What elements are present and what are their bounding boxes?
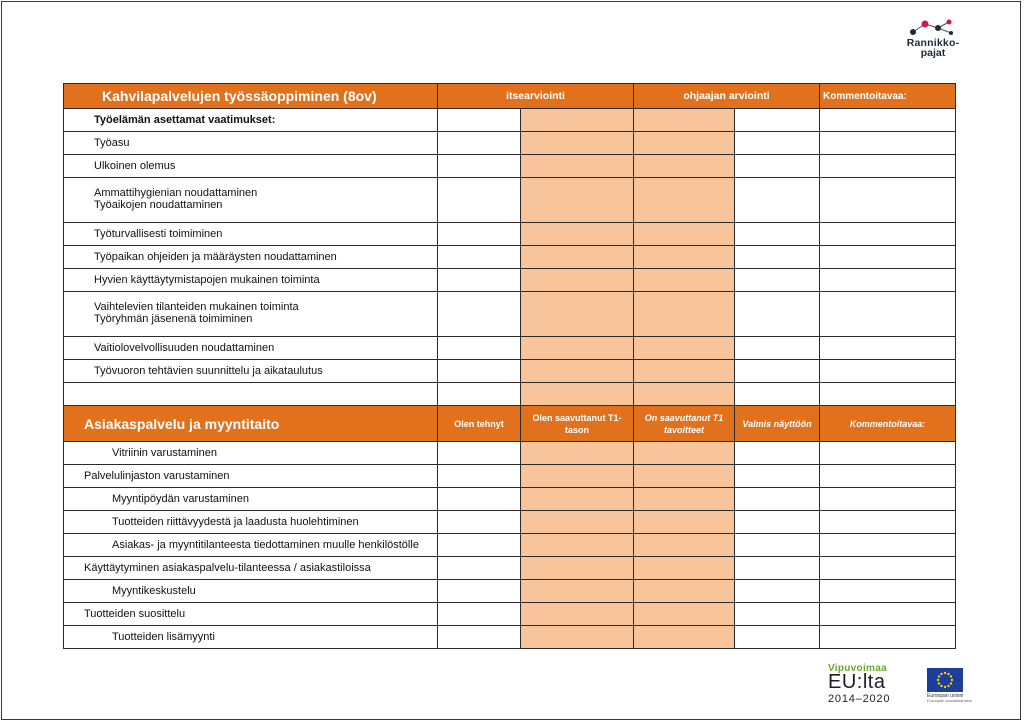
col-header-olen-saavuttanut: Olen saavuttanut T1-tason [521,406,634,442]
cell-input[interactable] [634,246,735,269]
eu-text-line2: Euroopan sosiaalirahasto [927,698,973,703]
comment-cell[interactable] [820,155,956,178]
cell-input[interactable] [735,442,820,465]
cell-input[interactable] [735,383,820,406]
cell-input[interactable] [521,603,634,626]
comment-cell[interactable] [820,246,956,269]
comment-cell[interactable] [820,580,956,603]
table1-title: Kahvilapalvelujen työssäoppiminen (8ov) [64,84,438,109]
cell-input[interactable] [735,603,820,626]
vipu-line1: Vipuvoimaa [828,663,887,674]
comment-cell[interactable] [820,292,956,337]
row-label: Ulkoinen olemus [64,155,438,178]
cell-input[interactable] [634,132,735,155]
row-label: Työpaikan ohjeiden ja määräysten noudattaminen [64,246,438,269]
cell-input[interactable] [521,109,634,132]
cell-input[interactable] [521,557,634,580]
cell-input[interactable] [438,626,521,649]
cell-input[interactable] [634,109,735,132]
comment-cell[interactable] [820,626,956,649]
table-row [64,155,956,178]
cell-input[interactable] [634,511,735,534]
cell-input[interactable] [735,465,820,488]
comment-cell[interactable] [820,534,956,557]
cell-input[interactable] [521,269,634,292]
row-label: Myyntipöydän varustaminen [64,488,438,511]
cell-input[interactable] [521,178,634,223]
cell-input[interactable] [634,534,735,557]
col-header-on-saavuttanut: On saavuttanut T1 tavoitteet [634,406,735,442]
row-label: Palvelulinjaston varustaminen [64,465,438,488]
table-row [64,534,956,557]
cell-input[interactable] [634,488,735,511]
cell-input[interactable] [735,155,820,178]
cell-input[interactable] [634,178,735,223]
cell-input[interactable] [438,465,521,488]
cell-input[interactable] [521,534,634,557]
row-label: Työelämän asettamat vaatimukset: [64,109,438,132]
table1-header-row [64,84,956,109]
row-label: Käyttäytyminen asiakaspalvelu-tilanteessa / asiakastiloissa [64,557,438,580]
cell-input[interactable] [521,383,634,406]
eu-text-line1: Euroopan unioni [927,693,964,699]
comment-cell[interactable] [820,511,956,534]
cell-input[interactable] [438,155,521,178]
cell-input[interactable] [521,155,634,178]
cell-input[interactable] [438,109,521,132]
vipuvoimaa-eu-logo [828,663,908,703]
cell-input[interactable] [521,511,634,534]
table-row [64,603,956,626]
comment-cell[interactable] [820,269,956,292]
table-row [64,465,956,488]
cell-input[interactable] [634,557,735,580]
table-row [64,488,956,511]
table-row [64,223,956,246]
row-label: Vaihtelevien tilanteiden mukainen toiminta [94,301,299,313]
cell-input[interactable] [735,511,820,534]
cell-input[interactable] [438,383,521,406]
comment-cell[interactable] [820,557,956,580]
cell-input[interactable] [438,269,521,292]
cell-input[interactable] [438,557,521,580]
cell-input[interactable] [634,360,735,383]
cell-input[interactable] [521,132,634,155]
cell-input[interactable] [634,603,735,626]
table-row [64,109,956,132]
cell-input[interactable] [438,292,521,337]
table-row [64,360,956,383]
cell-input[interactable] [438,488,521,511]
logo-dots-icon [905,18,961,38]
cell-input[interactable] [438,511,521,534]
table-row [64,178,956,223]
cell-input[interactable] [438,580,521,603]
table-row [64,557,956,580]
col-header-kommentoitavaa-2: Kommentoitavaa: [820,406,956,442]
row-label: Tuotteiden riittävyydestä ja laadusta huolehtiminen [64,511,438,534]
eu-flag-logo [927,668,973,703]
col-header-valmis-nayttoon: Valmis näyttöön [735,406,820,442]
cell-input[interactable] [438,337,521,360]
comment-cell[interactable] [820,383,956,406]
table2-header-row [64,406,956,442]
cell-input[interactable] [735,337,820,360]
comment-cell[interactable] [820,337,956,360]
row-label: Työryhmän jäsenenä toimiminen [94,313,253,325]
cell-input[interactable] [735,626,820,649]
comment-cell[interactable] [820,465,956,488]
cell-input[interactable] [521,580,634,603]
cell-input[interactable] [521,246,634,269]
cell-input[interactable] [634,383,735,406]
cell-input[interactable] [735,109,820,132]
comment-cell[interactable] [820,109,956,132]
cell-input[interactable] [521,360,634,383]
table-row [64,337,956,360]
cell-input[interactable] [735,269,820,292]
table-row [64,132,956,155]
col-header-olen-tehnyt: Olen tehnyt [438,406,521,442]
cell-input[interactable] [634,465,735,488]
comment-cell[interactable] [820,488,956,511]
row-label: Myyntikeskustelu [64,580,438,603]
cell-input[interactable] [735,132,820,155]
table2-title: Asiakaspalvelu ja myyntitaito [64,406,438,442]
row-label: Työaikojen noudattaminen [94,199,223,211]
cell-input[interactable] [521,488,634,511]
cell-input[interactable] [735,246,820,269]
cell-input[interactable] [634,626,735,649]
cell-input[interactable] [438,223,521,246]
comment-cell[interactable] [820,603,956,626]
cell-input[interactable] [735,580,820,603]
cell-input[interactable] [634,155,735,178]
row-label: Tuotteiden lisämyynti [64,626,438,649]
cell-input[interactable] [521,626,634,649]
table-row [64,246,956,269]
cell-input[interactable] [438,442,521,465]
cell-input[interactable] [438,603,521,626]
cell-input[interactable] [438,534,521,557]
row-label: Työturvallisesti toimiminen [64,223,438,246]
logo-text-line1: Rannikko- [906,37,960,49]
rannikkopajat-logo [893,18,973,66]
cell-input[interactable] [735,178,820,223]
cell-input[interactable] [634,223,735,246]
cell-input[interactable] [438,178,521,223]
row-label-empty [64,383,438,406]
cell-input[interactable] [735,223,820,246]
row-label-pair [64,178,438,223]
table-row [64,269,956,292]
row-label: Asiakas- ja myyntitilanteesta tiedottaminen muulle henkilöstölle [64,534,438,557]
logo-text-line2: pajat [920,47,946,59]
cell-input[interactable] [735,292,820,337]
table-row [64,292,956,337]
row-label-pair [64,292,438,337]
row-label: Työvuoron tehtävien suunnittelu ja aikataulutus [64,360,438,383]
col-header-ohjaajan-arviointi: ohjaajan arviointi [634,84,820,109]
comment-cell[interactable] [820,178,956,223]
table-row [64,511,956,534]
comment-cell[interactable] [820,223,956,246]
cell-input[interactable] [634,580,735,603]
cell-input[interactable] [521,223,634,246]
table-row [64,626,956,649]
eu-flag-icon [927,668,963,692]
row-label: Tuotteiden suosittelu [64,603,438,626]
row-label: Vaitiolovelvollisuuden noudattaminen [64,337,438,360]
cell-input[interactable] [438,246,521,269]
table-row-empty [64,383,956,406]
row-label: Hyvien käyttäytymistapojen mukainen toiminta [64,269,438,292]
cell-input[interactable] [735,488,820,511]
table-row [64,580,956,603]
row-label: Vitriinin varustaminen [64,442,438,465]
cell-input[interactable] [634,269,735,292]
comment-cell[interactable] [820,132,956,155]
row-label: Ammattihygienian noudattaminen [94,187,258,199]
cell-input[interactable] [521,442,634,465]
row-label: Työasu [64,132,438,155]
vipu-line2: EU:lta [828,671,886,693]
comment-cell[interactable] [820,360,956,383]
cell-input[interactable] [438,360,521,383]
vipu-line3: 2014–2020 [828,693,891,705]
col-header-itsearviointi: itsearviointi [438,84,634,109]
cell-input[interactable] [634,292,735,337]
cell-input[interactable] [735,360,820,383]
table-row [64,442,956,465]
cell-input[interactable] [634,442,735,465]
comment-cell[interactable] [820,442,956,465]
cell-input[interactable] [634,337,735,360]
cell-input[interactable] [521,337,634,360]
cell-input[interactable] [521,292,634,337]
assessment-table-1 [63,83,956,649]
cell-input[interactable] [521,465,634,488]
col-header-kommentoitavaa: Kommentoitavaa: [820,84,956,109]
cell-input[interactable] [735,557,820,580]
cell-input[interactable] [735,534,820,557]
cell-input[interactable] [438,132,521,155]
